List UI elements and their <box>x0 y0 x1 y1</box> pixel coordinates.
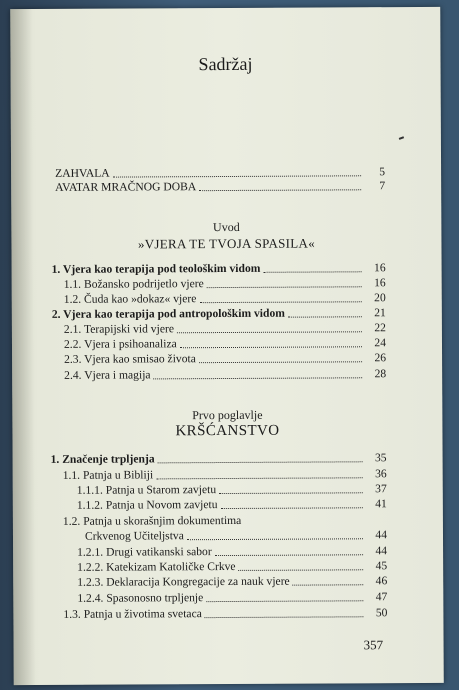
leader-dots <box>239 568 364 571</box>
toc-entry-avatar <box>55 179 385 194</box>
chapter-title: KRŠĆANSTVO <box>175 422 280 440</box>
leader-dots <box>219 491 363 494</box>
toc-page: 35 <box>374 451 387 465</box>
toc-entry <box>77 482 387 497</box>
toc-entry <box>77 544 387 559</box>
chapter-heading: Prvo poglavlje <box>192 407 263 423</box>
leader-dots <box>199 188 361 191</box>
toc-entry <box>77 497 387 512</box>
leader-dots <box>199 300 361 303</box>
toc-entry <box>52 261 386 276</box>
leader-dots <box>293 583 364 585</box>
toc-label: 2. Vjera kao terapija pod antropološkim vidom <box>51 306 285 321</box>
toc-page: 5 <box>379 165 386 179</box>
toc-page: 21 <box>374 306 386 320</box>
page-gutter-shadow <box>10 9 36 685</box>
page-title: Sadržaj <box>198 53 253 75</box>
toc-page: 44 <box>375 544 388 558</box>
ink-mark <box>399 136 404 140</box>
toc-label: 1. Vjera kao terapija pod teološkim vidom <box>51 261 261 276</box>
toc-entry <box>63 467 387 482</box>
toc-label: 1.3. Patnja u životima svetaca <box>63 607 202 621</box>
toc-entry <box>64 351 386 366</box>
leader-dots <box>263 270 361 273</box>
toc-label: 2.4. Vjera i magija <box>64 368 151 382</box>
book-page <box>10 7 444 685</box>
toc-entry <box>64 321 386 336</box>
toc-label: 1.1.2. Patnja u Novom zavjetu <box>76 498 218 512</box>
leader-dots <box>187 537 363 540</box>
leader-dots <box>205 615 364 618</box>
toc-label: 2.1. Terapijski vid vjere <box>63 322 175 336</box>
toc-entry <box>52 306 386 321</box>
toc-page: 50 <box>375 606 388 620</box>
toc-label: 1.2.2. Katekizam Katoličke Crkve <box>77 559 236 574</box>
leader-dots <box>215 553 363 556</box>
toc-page: 44 <box>375 528 388 542</box>
toc-page: 26 <box>374 351 387 365</box>
toc-page: 28 <box>374 367 387 381</box>
leader-dots <box>154 376 363 379</box>
page-number: 357 <box>363 637 384 653</box>
toc-entry <box>64 291 386 306</box>
toc-label: 1.2.4. Spasonosno trpljenje <box>77 591 204 605</box>
leader-dots <box>206 599 363 602</box>
intro-title: »VJERA TE TVOJA SPASILA« <box>137 235 316 252</box>
toc-entry <box>64 336 386 351</box>
toc-label: 1.2.1. Drugi vatikanski sabor <box>77 545 212 559</box>
toc-label: 1.1. Patnja u Bibliji <box>62 468 154 482</box>
toc-entry <box>77 574 387 589</box>
leader-dots <box>177 330 362 333</box>
leader-dots <box>113 174 361 177</box>
toc-page: 7 <box>379 179 386 193</box>
toc-label: 2.2. Vjera i psihoanaliza <box>63 337 177 351</box>
toc-entry-no-page <box>63 513 387 528</box>
toc-page: 22 <box>374 321 386 335</box>
toc-page: 45 <box>375 559 388 573</box>
toc-page: 16 <box>373 261 386 275</box>
toc-entry-acknowledgements <box>55 165 385 180</box>
leader-dots <box>199 360 362 363</box>
toc-label: 1.1.1. Patnja u Starom zavjetu <box>76 483 217 497</box>
toc-label: 1.2.3. Deklaracija Kongregacije za nauk vjere <box>77 574 290 589</box>
leader-dots <box>288 315 362 317</box>
toc-label: AVATAR MRAČNOG DOBA <box>55 180 197 194</box>
toc-page: 16 <box>374 276 386 290</box>
toc-entry <box>63 606 387 621</box>
toc-label: 1.2. Čuda kao »dokaz« vjere <box>63 292 197 306</box>
toc-label: 1.2. Patnja u skorašnjim dokumentima <box>62 513 242 528</box>
leader-dots <box>158 460 363 463</box>
toc-page: 36 <box>375 467 387 481</box>
leader-dots <box>221 506 363 509</box>
toc-entry <box>77 590 387 605</box>
leader-dots <box>156 476 363 479</box>
toc-entry <box>77 559 387 574</box>
toc-label: 2.3. Vjera kao smisao života <box>64 352 196 366</box>
leader-dots <box>180 345 362 348</box>
toc-entry <box>51 451 387 466</box>
toc-entry <box>85 528 387 543</box>
toc-label: 1.1. Božansko podrijetlo vjere <box>63 277 204 291</box>
toc-page: 24 <box>374 336 387 350</box>
toc-page: 41 <box>375 497 387 511</box>
leader-dots <box>207 285 362 288</box>
toc-label: ZAHVALA <box>55 166 110 180</box>
toc-page: 20 <box>374 291 386 305</box>
toc-page: 46 <box>375 574 388 588</box>
toc-entry <box>64 367 386 382</box>
toc-page: 37 <box>375 482 387 496</box>
intro-heading: Uvod <box>212 219 240 235</box>
toc-label: Crkvenog Učiteljstva <box>84 529 184 543</box>
toc-entry <box>64 276 386 291</box>
toc-page: 47 <box>375 590 388 604</box>
toc-label: 1. Značenje trpljenja <box>50 452 155 466</box>
